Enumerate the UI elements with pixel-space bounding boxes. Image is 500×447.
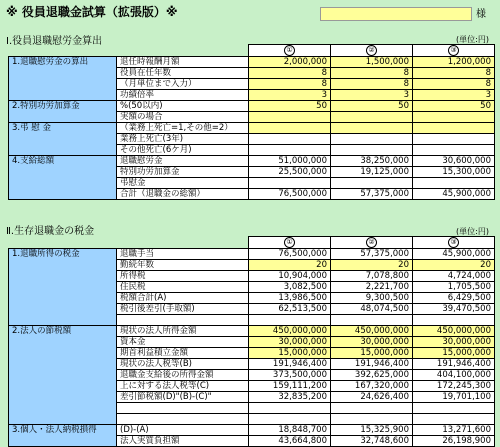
value-cell: 76,500,000	[249, 249, 331, 260]
input-cell[interactable]: 8	[331, 68, 413, 79]
column-number: ③	[448, 45, 459, 56]
input-cell[interactable]: 15,000,000	[331, 348, 413, 359]
value-cell: 32,748,600	[331, 436, 413, 447]
input-cell[interactable]: 450,000,000	[331, 326, 413, 337]
column-number: ③	[448, 237, 459, 248]
input-cell[interactable]: 8	[331, 79, 413, 90]
input-cell[interactable]	[413, 123, 495, 134]
table-row	[9, 156, 495, 167]
column-number: ①	[284, 237, 295, 248]
row-label: 弔慰金	[117, 178, 249, 189]
value-cell	[413, 403, 495, 414]
column-header-1	[249, 45, 331, 57]
row-label: 業務上死亡(3年)	[117, 134, 249, 145]
row-label	[117, 403, 249, 414]
table-row	[9, 123, 495, 134]
row-label: 退職手当	[117, 249, 249, 260]
value-cell: 62,513,500	[249, 304, 331, 315]
value-cell: 172,245,300	[413, 381, 495, 392]
input-cell[interactable]: 3	[413, 90, 495, 101]
value-cell: 13,271,600	[413, 425, 495, 436]
input-cell[interactable]: 20	[249, 260, 331, 271]
category-cell: 2.法人の節税額	[9, 326, 117, 425]
category-cell: 3.弔 慰 金	[9, 123, 117, 156]
row-label: 税引後差引(手取額)	[117, 304, 249, 315]
input-cell[interactable]: 450,000,000	[249, 326, 331, 337]
value-cell: 51,000,000	[249, 156, 331, 167]
input-cell[interactable]: 50	[249, 101, 331, 112]
column-header-1	[249, 237, 331, 249]
row-label: 所得税	[117, 271, 249, 282]
row-label: 特別功労加算金	[117, 167, 249, 178]
input-cell[interactable]: 15,000,000	[249, 348, 331, 359]
section2-title: Ⅱ.生存退職金の税金	[6, 226, 95, 237]
table-row	[9, 57, 495, 68]
value-cell: 45,900,000	[413, 249, 495, 260]
value-cell: 19,701,100	[413, 392, 495, 403]
value-cell	[413, 145, 495, 156]
value-cell: 39,470,500	[413, 304, 495, 315]
section1-title: Ⅰ.役員退職慰労金算出	[6, 36, 103, 47]
client-name-input[interactable]	[320, 7, 472, 21]
section1-table	[8, 44, 495, 200]
value-cell: 15,300,000	[413, 167, 495, 178]
value-cell: 15,325,900	[331, 425, 413, 436]
value-cell: 191,946,400	[413, 359, 495, 370]
column-header-row	[9, 45, 495, 57]
row-label: 税額合計(A)	[117, 293, 249, 304]
value-cell	[249, 145, 331, 156]
value-cell: 13,986,500	[249, 293, 331, 304]
input-cell[interactable]: 50	[413, 101, 495, 112]
input-cell[interactable]	[249, 112, 331, 123]
row-label: 退任時報酬月額	[117, 57, 249, 68]
column-header-row	[9, 237, 495, 249]
input-cell[interactable]: 8	[249, 68, 331, 79]
row-label: 合計（退職金の総額）	[117, 189, 249, 200]
value-cell: 167,320,000	[331, 381, 413, 392]
value-cell: 9,300,500	[331, 293, 413, 304]
value-cell: 26,198,900	[413, 436, 495, 447]
input-cell[interactable]: 30,000,000	[249, 337, 331, 348]
value-cell	[249, 134, 331, 145]
row-label: 功績倍率	[117, 90, 249, 101]
value-cell	[413, 178, 495, 189]
value-cell: 57,375,000	[331, 249, 413, 260]
value-cell: 32,835,200	[249, 392, 331, 403]
value-cell	[249, 403, 331, 414]
row-label: 資本金	[117, 337, 249, 348]
value-cell	[331, 145, 413, 156]
value-cell: 30,600,000	[413, 156, 495, 167]
table-row	[9, 326, 495, 337]
input-cell[interactable]: 20	[331, 260, 413, 271]
row-label: 法人実質負担額	[117, 436, 249, 447]
row-label	[117, 315, 249, 326]
column-number: ②	[366, 45, 377, 56]
column-header-2	[331, 237, 413, 249]
value-cell: 191,946,400	[249, 359, 331, 370]
value-cell: 373,500,000	[249, 370, 331, 381]
input-cell[interactable]: 8	[249, 79, 331, 90]
input-cell[interactable]: 50	[331, 101, 413, 112]
value-cell	[331, 403, 413, 414]
section2-table	[8, 236, 495, 447]
value-cell: 18,848,700	[249, 425, 331, 436]
input-cell[interactable]	[331, 123, 413, 134]
value-cell	[331, 178, 413, 189]
value-cell: 392,625,000	[331, 370, 413, 381]
column-header-3	[413, 237, 495, 249]
value-cell	[331, 134, 413, 145]
input-cell[interactable]: 2,000,000	[249, 57, 331, 68]
value-cell: 4,724,000	[413, 271, 495, 282]
row-label: 役員在任年数	[117, 68, 249, 79]
value-cell: 10,904,000	[249, 271, 331, 282]
header-spacer	[9, 237, 249, 249]
value-cell: 76,500,000	[249, 189, 331, 200]
value-cell: 25,500,000	[249, 167, 331, 178]
row-label: 差引節税額(D)"(B)-(C)"	[117, 392, 249, 403]
value-cell: 2,221,700	[331, 282, 413, 293]
row-label: 現状の法人税等(B)	[117, 359, 249, 370]
value-cell: 38,250,000	[331, 156, 413, 167]
input-cell[interactable]: 1,500,000	[331, 57, 413, 68]
row-label: %(50以内)	[117, 101, 249, 112]
category-cell: 2.特別功労加算金	[9, 101, 117, 123]
row-label: 勤続年数	[117, 260, 249, 271]
value-cell: 1,705,500	[413, 282, 495, 293]
value-cell: 48,074,500	[331, 304, 413, 315]
row-label: その他死亡(6ケ月)	[117, 145, 249, 156]
row-label: 退職慰労金	[117, 156, 249, 167]
input-cell[interactable]: 1,200,000	[413, 57, 495, 68]
row-label: 退職金支給後の所得金額	[117, 370, 249, 381]
row-label: 住民税	[117, 282, 249, 293]
section1-unit: (単位:円)	[456, 35, 489, 44]
category-cell: 1.退職慰労金の算出	[9, 57, 117, 101]
value-cell: 45,900,000	[413, 189, 495, 200]
input-cell[interactable]	[249, 123, 331, 134]
row-label: （業務上死亡=1,その他=2）	[117, 123, 249, 134]
column-header-3	[413, 45, 495, 57]
category-cell: 3.個人・法人納税損得	[9, 425, 117, 447]
column-number: ①	[284, 45, 295, 56]
input-cell[interactable]: 8	[413, 79, 495, 90]
value-cell: 43,664,800	[249, 436, 331, 447]
value-cell: 24,626,400	[331, 392, 413, 403]
value-cell: 191,946,400	[331, 359, 413, 370]
value-cell	[413, 315, 495, 326]
column-number: ②	[366, 237, 377, 248]
value-cell: 404,100,000	[413, 370, 495, 381]
input-cell[interactable]	[331, 112, 413, 123]
section2-unit: (単位:円)	[456, 227, 489, 236]
input-cell[interactable]: 30,000,000	[413, 337, 495, 348]
value-cell	[331, 315, 413, 326]
input-cell[interactable]	[413, 112, 495, 123]
row-label: （月単位まで入力）	[117, 79, 249, 90]
input-cell[interactable]: 3	[249, 90, 331, 101]
input-cell[interactable]: 15,000,000	[413, 348, 495, 359]
table-row	[9, 101, 495, 112]
row-label: 現状の法人所得金額	[117, 326, 249, 337]
input-cell[interactable]: 3	[331, 90, 413, 101]
input-cell[interactable]: 8	[413, 68, 495, 79]
category-cell: 4.支給総額	[9, 156, 117, 200]
value-cell: 6,429,500	[413, 293, 495, 304]
value-cell: 19,125,000	[331, 167, 413, 178]
value-cell: 159,111,200	[249, 381, 331, 392]
table-row	[9, 425, 495, 436]
column-header-2	[331, 45, 413, 57]
page-title: ※ 役員退職金試算（拡張版）※	[6, 5, 178, 19]
value-cell: 3,082,500	[249, 282, 331, 293]
category-cell: 1.退職所得の税金	[9, 249, 117, 326]
row-label: (D)-(A)	[117, 425, 249, 436]
row-label: 期首利益積立金額	[117, 348, 249, 359]
row-label: 実額の場合	[117, 112, 249, 123]
table-row	[9, 249, 495, 260]
value-cell: 7,078,800	[331, 271, 413, 282]
value-cell	[413, 134, 495, 145]
row-label: 上に対する法人税等(C)	[117, 381, 249, 392]
input-cell[interactable]: 20	[413, 260, 495, 271]
name-suffix: 様	[476, 9, 486, 20]
header-spacer	[9, 45, 249, 57]
input-cell[interactable]: 30,000,000	[331, 337, 413, 348]
input-cell[interactable]: 450,000,000	[413, 326, 495, 337]
value-cell	[249, 178, 331, 189]
value-cell: 57,375,000	[331, 189, 413, 200]
value-cell	[249, 315, 331, 326]
